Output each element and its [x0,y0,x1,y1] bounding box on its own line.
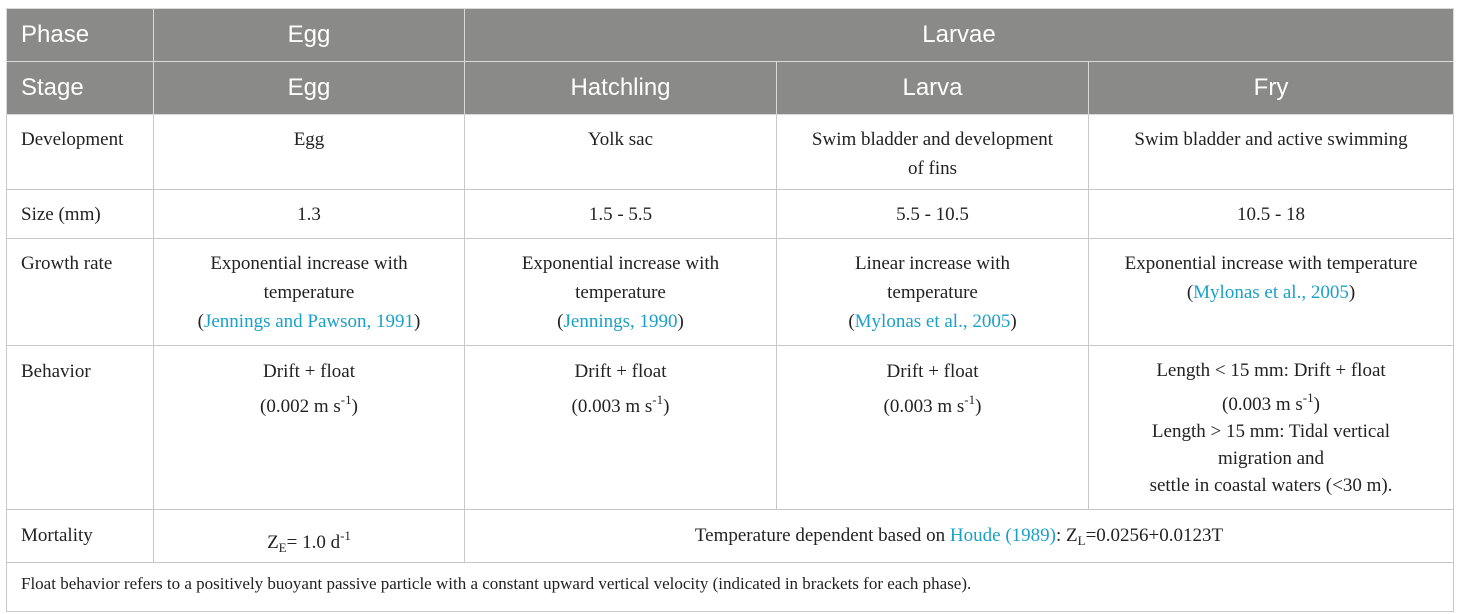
behavior-fry [1089,346,1454,510]
citation-link[interactable]: Jennings, 1990 [563,311,678,332]
mortality-label: Mortality [7,510,154,563]
growth-egg-citation-line: (Jennings and Pawson, 1991) [197,311,421,332]
behavior-egg [154,346,465,510]
behavior-egg-speed: (0.002 m $s^{-1}$) [260,392,358,417]
development-larva-line2: of fins [907,158,958,179]
size-fry: 10.5 - 18 [1089,190,1454,239]
footnote-row [7,563,1454,612]
citation-link[interactable]: Houde (1989) [949,525,1056,546]
development-row [7,115,1454,190]
growth-egg-line1: Exponential increase with [210,253,408,274]
stage-label: Stage [7,62,154,115]
behavior-hatchling-drift: Drift + float [574,361,667,382]
growth-larva-citation-line: (Mylonas et al., 2005) [848,311,1017,332]
development-egg: Egg [154,115,465,190]
behavior-row [7,346,1454,510]
growth-fry [1089,239,1454,346]
size-egg: 1.3 [154,190,465,239]
size-hatchling: 1.5 - 5.5 [465,190,777,239]
stage-egg: Egg [154,62,465,115]
size-row [7,190,1454,239]
table-container [6,8,1453,612]
mortality-larvae: Temperature dependent based on Houde (1989): $Z_L=0.0256+0.0123T$ [465,510,1454,563]
growth-row [7,239,1454,346]
stage-hatchling: Hatchling [465,62,777,115]
behavior-fry-line4: migration and [1217,448,1325,469]
citation-link[interactable]: Mylonas et al., 2005 [854,311,1011,332]
growth-fry-line1: Exponential increase with temperature [1124,253,1418,274]
growth-hatchling-citation-line: (Jennings, 1990) [557,311,684,332]
growth-hatchling-line2: temperature [575,282,666,303]
stage-larva: Larva [777,62,1089,115]
growth-fry-citation-line: (Mylonas et al., 2005) [1186,282,1356,303]
growth-egg [154,239,465,346]
citation-link[interactable]: Jennings and Pawson, 1991 [203,311,415,332]
growth-label: Growth rate [7,239,154,346]
growth-hatchling-line1: Exponential increase with [521,253,720,274]
growth-hatchling [465,239,777,346]
development-larva-line1: Swim bladder and development [811,129,1054,150]
size-larva: 5.5 - 10.5 [777,190,1089,239]
mortality-egg: $Z_E= 1.0$ $d^{-1}$ [154,510,465,563]
mortality-row [7,510,1454,563]
development-hatchling: Yolk sac [465,115,777,190]
behavior-fry-line3: Length > 15 mm: Tidal vertical [1151,421,1391,442]
footnote: Float behavior refers to a positively buoyant passive particle with a constant upward vertical velocity (indicated in brackets for each phase). [7,563,1454,612]
growth-larva-line2: temperature [887,282,978,303]
behavior-larva-speed: (0.003 m $s^{-1}$) [883,392,982,417]
phase-label: Phase [7,9,154,62]
behavior-label: Behavior [7,346,154,510]
citation-link[interactable]: Mylonas et al., 2005 [1193,282,1349,303]
growth-larva-line1: Linear increase with [854,253,1011,274]
behavior-larva [777,346,1089,510]
phase-larvae: Larvae [465,9,1454,62]
behavior-fry-line5: settle in coastal waters (<30 m). [1149,475,1393,496]
behavior-fry-line1: Length < 15 mm: Drift + float [1156,360,1386,381]
behavior-fry-speed: (0.003 m $s^{-1}$) [1222,390,1320,415]
life-stage-table [6,8,1454,612]
size-label: Size (mm) [7,190,154,239]
growth-egg-line2: temperature [263,282,355,303]
stage-header-row [7,62,1454,115]
behavior-hatchling [465,346,777,510]
behavior-larva-drift: Drift + float [886,361,979,382]
phase-egg: Egg [154,9,465,62]
development-larva [777,115,1089,190]
behavior-hatchling-speed: (0.003 m $s^{-1}$) [571,392,670,417]
growth-larva [777,239,1089,346]
stage-fry: Fry [1089,62,1454,115]
development-fry: Swim bladder and active swimming [1089,115,1454,190]
phase-header-row [7,9,1454,62]
development-label: Development [7,115,154,190]
behavior-egg-drift: Drift + float [263,361,355,382]
